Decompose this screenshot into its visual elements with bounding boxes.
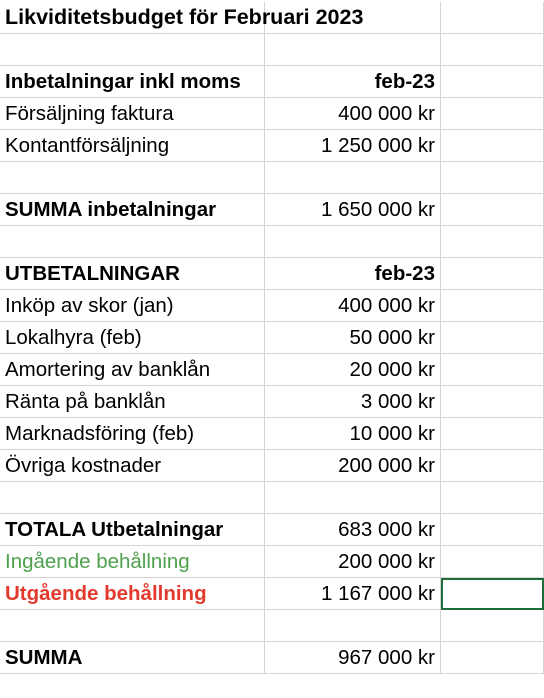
selected-cell[interactable]	[441, 578, 544, 610]
cell-label[interactable]: Inbetalningar inkl moms	[0, 66, 265, 98]
cell-label[interactable]: Övriga kostnader	[0, 450, 265, 482]
cell-empty[interactable]	[441, 290, 544, 322]
cell-empty[interactable]	[441, 386, 544, 418]
cell-empty[interactable]	[441, 66, 544, 98]
cell-label[interactable]: Utgående behållning	[0, 578, 265, 610]
cell-value[interactable]: 1 167 000 kr	[265, 578, 441, 610]
cell-label[interactable]: Försäljning faktura	[0, 98, 265, 130]
cell-value[interactable]: 10 000 kr	[265, 418, 441, 450]
cell-value[interactable]	[265, 34, 441, 66]
cell-empty[interactable]	[441, 2, 544, 34]
cell-label[interactable]	[0, 226, 265, 258]
cell-empty[interactable]	[441, 450, 544, 482]
cell-label[interactable]	[0, 482, 265, 514]
cell-value[interactable]: 50 000 kr	[265, 322, 441, 354]
cell-empty[interactable]	[441, 322, 544, 354]
cell-empty[interactable]	[441, 514, 544, 546]
cell-empty[interactable]	[441, 546, 544, 578]
cell-value[interactable]: 20 000 kr	[265, 354, 441, 386]
cell-value[interactable]: 3 000 kr	[265, 386, 441, 418]
cell-value[interactable]: 400 000 kr	[265, 98, 441, 130]
cell-empty[interactable]	[441, 162, 544, 194]
cell-empty[interactable]	[441, 194, 544, 226]
cell-empty[interactable]	[441, 418, 544, 450]
cell-label[interactable]: SUMMA	[0, 642, 265, 674]
cell-label[interactable]	[0, 162, 265, 194]
cell-label[interactable]: Ingående behållning	[0, 546, 265, 578]
sheet-title[interactable]: Likviditetsbudget för Februari 2023	[0, 2, 265, 34]
cell-value[interactable]: 967 000 kr	[265, 642, 441, 674]
cell-value[interactable]: 1 650 000 kr	[265, 194, 441, 226]
cell-label[interactable]	[0, 610, 265, 642]
cell-value[interactable]: feb-23	[265, 258, 441, 290]
cell-empty[interactable]	[441, 642, 544, 674]
cell-value[interactable]	[265, 226, 441, 258]
cell-empty[interactable]	[441, 226, 544, 258]
cell-label[interactable]: SUMMA inbetalningar	[0, 194, 265, 226]
cell-value[interactable]: 683 000 kr	[265, 514, 441, 546]
cell-value[interactable]	[265, 610, 441, 642]
cell-label[interactable]: TOTALA Utbetalningar	[0, 514, 265, 546]
cell-label[interactable]	[0, 34, 265, 66]
cell-label[interactable]: Ränta på banklån	[0, 386, 265, 418]
cell-label[interactable]: Inköp av skor (jan)	[0, 290, 265, 322]
cell-empty[interactable]	[441, 610, 544, 642]
cell-value[interactable]: 200 000 kr	[265, 450, 441, 482]
cell-label[interactable]: Amortering av banklån	[0, 354, 265, 386]
cell-label[interactable]: UTBETALNINGAR	[0, 258, 265, 290]
cell-value[interactable]: 200 000 kr	[265, 546, 441, 578]
cell-value[interactable]: feb-23	[265, 66, 441, 98]
cell-empty[interactable]	[441, 482, 544, 514]
cell-empty[interactable]	[441, 130, 544, 162]
cell-value[interactable]	[265, 2, 441, 34]
spreadsheet-grid	[0, 2, 544, 698]
cell-empty[interactable]	[441, 98, 544, 130]
cell-value[interactable]	[265, 162, 441, 194]
cell-empty[interactable]	[441, 258, 544, 290]
cell-value[interactable]: 400 000 kr	[265, 290, 441, 322]
cell-value[interactable]	[265, 482, 441, 514]
cell-label[interactable]: Kontantförsäljning	[0, 130, 265, 162]
cell-label[interactable]: Marknadsföring (feb)	[0, 418, 265, 450]
cell-label[interactable]: Lokalhyra (feb)	[0, 322, 265, 354]
cell-empty[interactable]	[441, 354, 544, 386]
cell-value[interactable]: 1 250 000 kr	[265, 130, 441, 162]
cell-empty[interactable]	[441, 34, 544, 66]
